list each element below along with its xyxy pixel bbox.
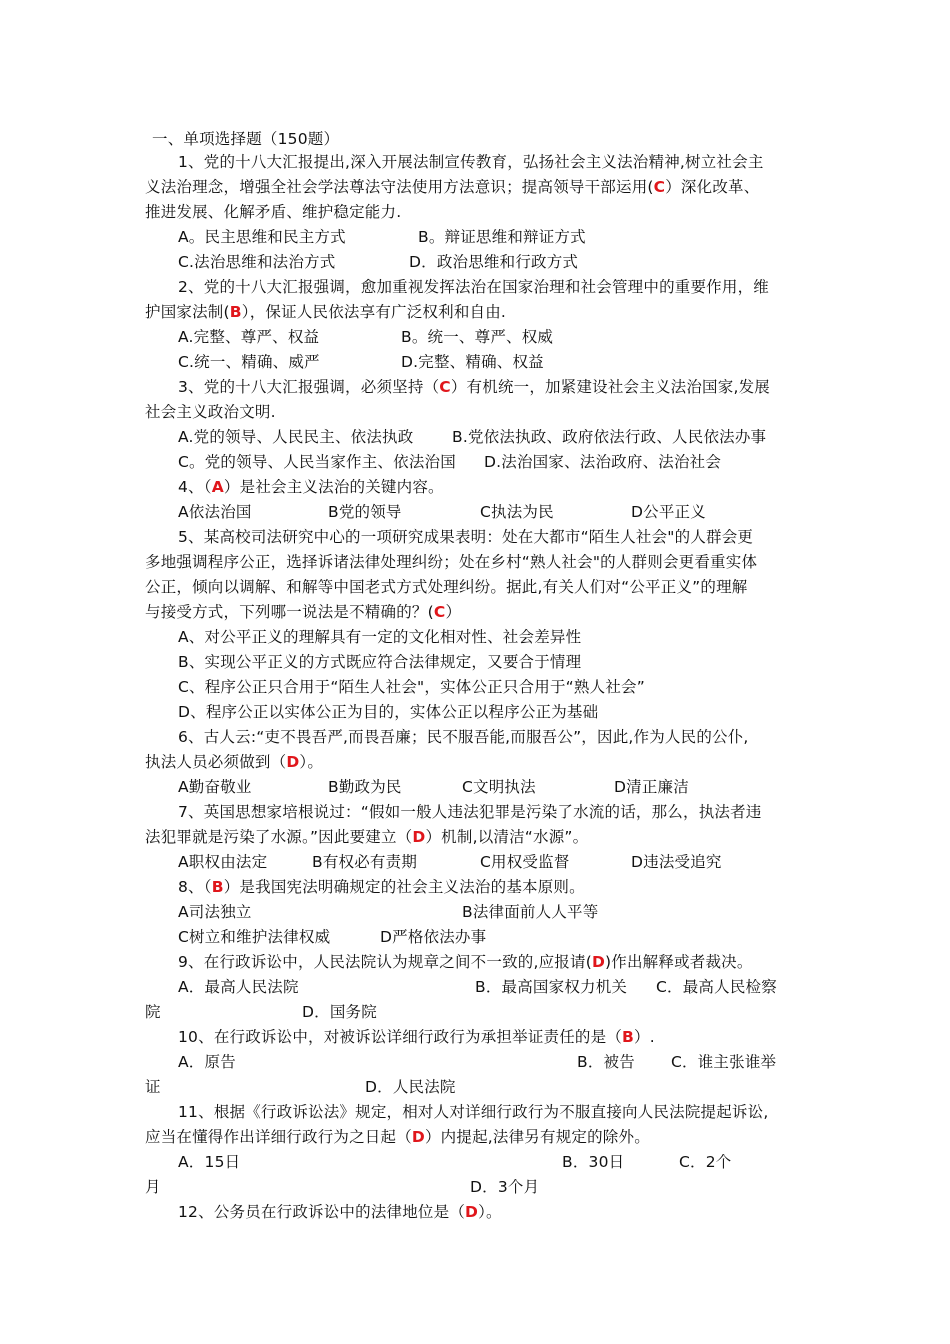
text-line [178,1202,502,1222]
line-text: 公正，倾向以调解、和解等中国老式方式处理纠纷。据此,有关人们对“公平正义”的理解 [145,578,748,596]
text-line [178,377,770,397]
line-text: ）是社会主义法治的关键内容。 [223,478,444,496]
text-line [145,577,748,597]
line-text: 11、根据《行政诉讼法》规定，相对人对详细行政行为不服直接向人民法院提起诉讼, [178,1103,769,1121]
option-item: B法律面前人人平等 [462,903,599,921]
answer-letter: D [286,753,300,771]
line-text: 应当在懂得作出详细行政行为之日起（ [145,1128,412,1146]
option-item: B．30日 [562,1153,625,1171]
text-line [178,952,753,972]
line-text: 7、英国思想家培根说过：“假如一般人违法犯罪是污染了水流的话，那么，执法者违 [178,803,762,821]
option-item: C.法治思维和法治方式 [178,253,336,271]
line-text: 12、公务员在行政诉讼中的法律地位是（ [178,1203,466,1221]
line-text: 4、（ [178,478,212,496]
text-line [178,877,585,897]
option-item: C用权受监督 [480,853,570,871]
answer-letter: C [439,378,451,396]
option-item: A.完整、尊严、权益 [178,328,320,346]
line-text: ）有机统一，加紧建设社会主义法治国家,发展 [450,378,770,396]
option-item: C文明执法 [462,778,536,796]
option-item: D.法治国家、法治政府、法治社会 [484,453,722,471]
option-item: A、对公平正义的理解具有一定的文化相对性、社会差异性 [178,628,582,646]
text-line [178,277,769,297]
option-item: B勤政为民 [328,778,402,796]
answer-letter: B [211,878,224,896]
option-item: D．人民法院 [365,1078,456,1096]
text-line [145,602,461,622]
text-line [145,552,757,572]
option-item: B．最高国家权力机关 [475,978,628,996]
answer-letter: B [622,1028,635,1046]
option-item: C.统一、精确、威严 [178,353,320,371]
line-text: ）。 [299,753,324,771]
answer-letter: C [433,603,446,621]
option-item: 院 [145,1003,161,1021]
line-text: 推进发展、化解矛盾、维护稳定能力. [145,203,402,221]
answer-letter: D [465,1203,479,1221]
option-item: A司法独立 [178,903,252,921]
option-item: D、程序公正以实体公正为目的，实体公正以程序公正为基础 [178,703,599,721]
line-text: 社会主义政治文明. [145,403,276,421]
line-text: 10、在行政诉讼中，对被诉讼详细行政行为承担举证责任的是（ [178,1028,623,1046]
text-line [178,727,749,747]
line-text: 执法人员必须做到（ [145,753,287,771]
answer-letter: A [211,478,224,496]
text-line [145,302,506,322]
line-text: ），保证人民依法享有广泛权利和自由. [241,303,507,321]
option-item: C．2个 [679,1153,732,1171]
option-item: A．最高人民法院 [178,978,299,996]
line-text: 多地强调程序公正，选择诉诸法律处理纠纷；处在乡村“熟人社会"的人群则会更看重实体 [145,553,758,571]
line-text: 法犯罪就是污染了水源。”因此要建立（ [145,828,413,846]
option-item: C。党的领导、人民当家作主、依法治国 [178,453,456,471]
text-line [178,1102,768,1122]
option-item: D严格依法办事 [380,928,487,946]
answer-letter: B [229,303,242,321]
option-item: C．谁主张谁举 [671,1053,777,1071]
option-item: C执法为民 [480,503,554,521]
option-item: A职权由法定 [178,853,268,871]
option-item: B有权必有责期 [312,853,418,871]
answer-letter: D [411,1128,425,1146]
text-line [145,752,323,772]
option-item: B.党依法执政、政府依法行政、人民依法办事 [452,428,767,446]
section-heading: 一、单项选择题（150题） [152,130,340,148]
line-text: 2、党的十八大汇报强调，愈加重视发挥法治在国家治理和社会管理中的重要作用，维 [178,278,769,296]
option-item: D公平正义 [631,503,706,521]
option-item: B。统一、尊严、权威 [401,328,554,346]
line-text: 8、（ [178,878,212,896]
option-item: D清正廉洁 [614,778,689,796]
option-item: D违法受追究 [631,853,722,871]
option-item: D.完整、精确、权益 [401,353,544,371]
line-text: )作出解释或者裁决。 [605,953,753,971]
option-item: A。民主思维和民主方式 [178,228,346,246]
option-item: B党的领导 [328,503,402,521]
line-text: 9、在行政诉讼中，人民法院认为规章之间不一致的,应报请( [178,953,592,971]
line-text: 义法治理念，增强全社会学法尊法守法使用方法意识；提高领导干部运用( [145,178,654,196]
option-item: 证 [145,1078,161,1096]
line-text: 1、党的十八大汇报提出,深入开展法制宣传教育，弘扬社会主义法治精神,树立社会主 [178,153,764,171]
option-item: A．15日 [178,1153,241,1171]
line-text: ）是我国宪法明确规定的社会主义法治的基本原则。 [223,878,585,896]
text-line [178,152,764,172]
line-text: 与接受方式，下列哪一说法是不精确的？( [145,603,434,621]
text-line [145,827,588,847]
line-text: ）深化改革、 [665,178,760,196]
line-text: ） [445,603,462,621]
line-text: ）。 [478,1203,502,1221]
option-item: B。辩证思维和辩证方式 [418,228,586,246]
option-item: D．国务院 [302,1003,377,1021]
line-text: ）内提起,法律另有规定的除外。 [424,1128,650,1146]
line-text: 6、古人云:“吏不畏吾严,而畏吾廉；民不服吾能,而服吾公”，因此,作为人民的公仆, [178,728,749,746]
option-item: A依法治国 [178,503,252,521]
option-item: D．3个月 [470,1178,540,1196]
line-text: 3、党的十八大汇报强调，必须坚持（ [178,378,440,396]
text-line [145,1127,650,1147]
answer-letter: C [653,178,666,196]
answer-letter: D [412,828,426,846]
text-line [178,1027,655,1047]
text-line [145,402,276,422]
option-item: A．原告 [178,1053,236,1071]
text-line [145,202,401,222]
line-text: ）机制,以清洁“水源”。 [425,828,589,846]
option-item: A.党的领导、人民民主、依法执政 [178,428,414,446]
option-item: 月 [145,1178,161,1196]
text-line [178,802,762,822]
option-item: A勤奋敬业 [178,778,252,796]
option-item: B．被告 [577,1053,635,1071]
answer-letter: D [591,953,606,971]
option-item: B、实现公平正义的方式既应符合法律规定，又要合于情理 [178,653,582,671]
text-line [145,177,759,197]
option-item: C、程序公正只合用于“陌生人社会"，实体公正只合用于“熟人社会” [178,678,645,696]
line-text: ）. [634,1028,655,1046]
line-text: 5、某高校司法研究中心的一项研究成果表明：处在大都市“陌生人社会"的人群会更 [178,528,754,546]
option-item: C．最高人民检察 [656,978,777,996]
line-text: 护国家法制( [145,303,230,321]
text-line [178,477,444,497]
text-line [178,527,753,547]
option-item: C树立和维护法律权威 [178,928,331,946]
option-item: D．政治思维和行政方式 [409,253,579,271]
